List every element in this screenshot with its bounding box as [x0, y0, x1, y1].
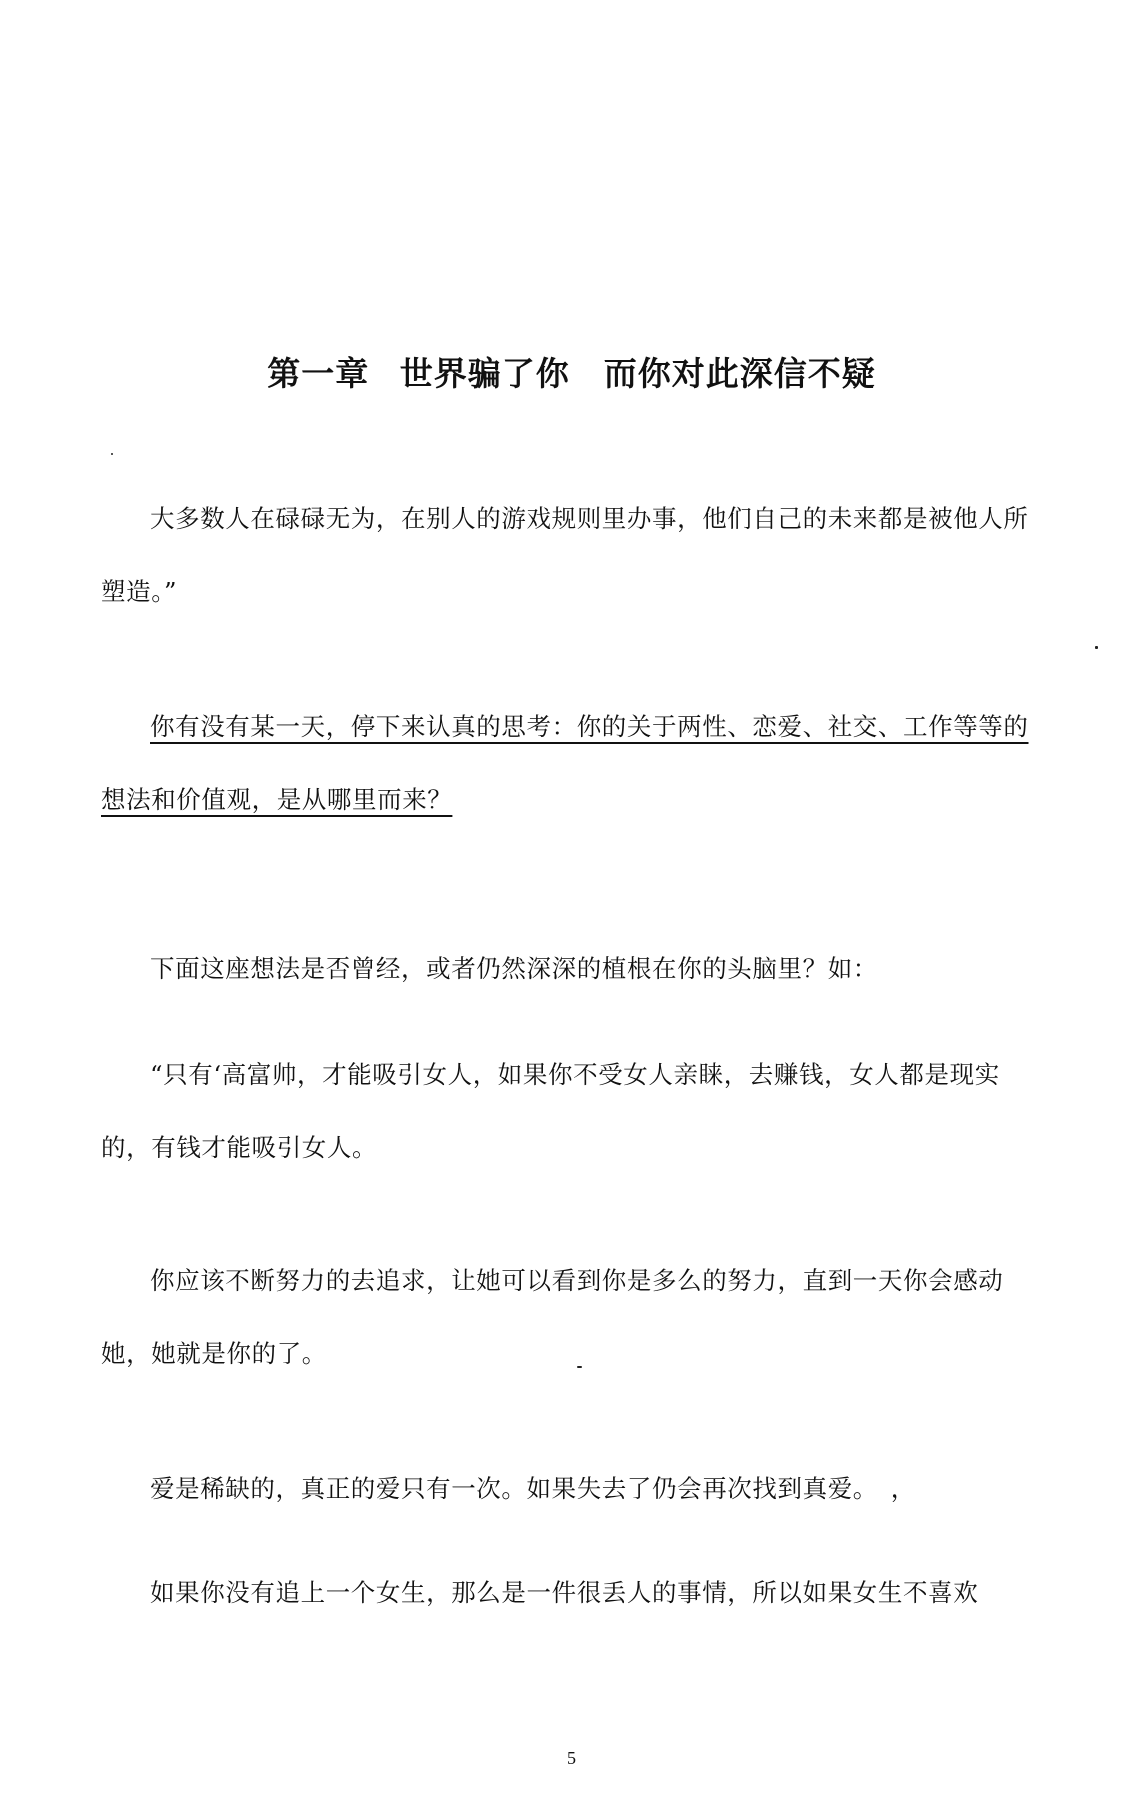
paragraph-1: 大多数人在碌碌无为，在别人的游戏规则里办事，他们自己的未来都是被他人所塑造。”: [101, 504, 1029, 606]
underlined-text: 你有没有某一天，停下来认真的思考：你的关于两性、恋爱、社交、工作等等的想法和价值观，是从哪里而来？: [101, 712, 1029, 814]
paragraph-2-underlined: [101, 690, 1031, 836]
scan-speck: [111, 453, 113, 455]
paragraph-7: 如果你没有追上一个女生，那么是一件很丢人的事情，所以如果女生不喜欢: [150, 1578, 979, 1607]
paragraph-6: 爱是稀缺的，真正的爱只有一次。如果失去了仍会再次找到真爱。 ，: [150, 1474, 916, 1503]
scan-speck: [1095, 646, 1098, 649]
paragraph-3: 下面这座想法是否曾经，或者仍然深深的植根在你的头脑里？如：: [150, 954, 878, 983]
paragraph-4: “只有‘高富帅，才能吸引女人，如果你不受女人亲睐，去赚钱，女人都是现实的，有钱才能吸引女人。: [101, 1060, 1000, 1162]
page-number: 5: [567, 1748, 576, 1768]
chapter-title: 第一章 世界骗了你 而你对此深信不疑: [267, 354, 876, 393]
scan-speck: [577, 1366, 582, 1368]
paragraph-5: 你应该不断努力的去追求，让她可以看到你是多么的努力，直到一天你会感动她，她就是你的了。: [101, 1266, 1004, 1368]
